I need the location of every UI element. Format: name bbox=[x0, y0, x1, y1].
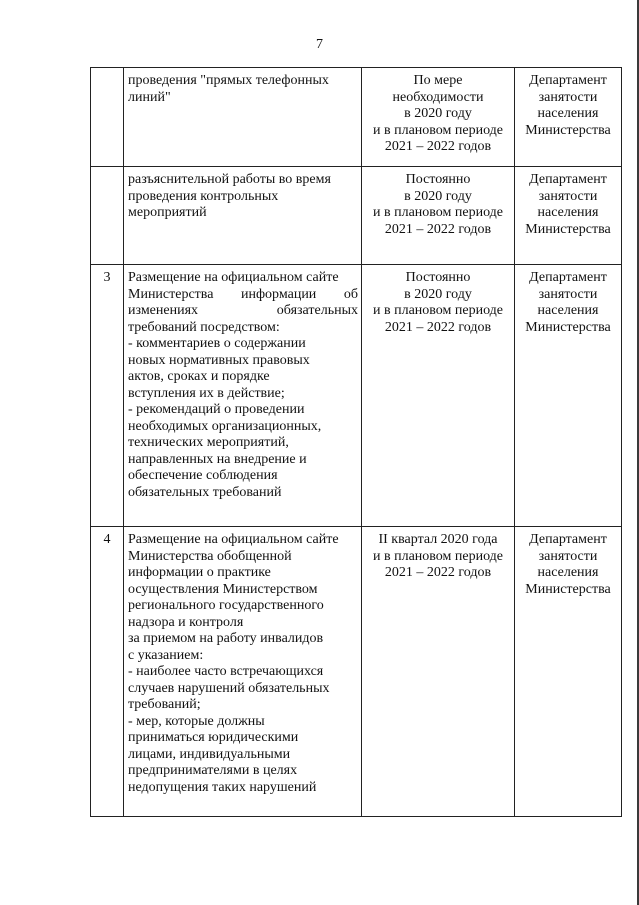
executor-line: Департамент bbox=[529, 172, 607, 187]
description-line: за приемом на работу инвалидов bbox=[128, 631, 324, 646]
description-line: - комментариев о содержании bbox=[128, 336, 306, 351]
table-row bbox=[91, 68, 622, 167]
executor-line: Министерства bbox=[525, 221, 611, 237]
table-row bbox=[91, 167, 622, 265]
measure-description bbox=[124, 265, 362, 527]
description-line: недопущения таких нарушений bbox=[128, 779, 317, 795]
executor-line: Департамент bbox=[529, 532, 607, 547]
term-line: 2021 – 2022 годов bbox=[384, 319, 492, 335]
term-line: 2021 – 2022 годов bbox=[384, 139, 492, 154]
description-line: изменениях обязательных bbox=[128, 303, 358, 318]
row-number bbox=[91, 68, 124, 167]
measure-description bbox=[124, 167, 362, 265]
executor-line: Министерства bbox=[525, 122, 611, 138]
executor-line: населения bbox=[537, 106, 599, 121]
term-line: По мере bbox=[413, 73, 463, 88]
term-line: и в плановом периоде bbox=[372, 122, 504, 138]
description-line: требований; bbox=[128, 697, 201, 712]
description-line: осуществления Министерством bbox=[128, 581, 318, 597]
measure-executor bbox=[515, 527, 622, 817]
description-line: регионального государственного bbox=[128, 598, 324, 613]
term-line: необходимости bbox=[392, 89, 484, 105]
measure-term bbox=[362, 167, 515, 265]
description-line: проведения контрольных bbox=[128, 188, 279, 204]
description-line: обеспечение соблюдения bbox=[128, 468, 278, 483]
term-line: 2021 – 2022 годов bbox=[384, 565, 492, 580]
description-line: приниматься юридическими bbox=[128, 730, 299, 745]
term-line: в 2020 году bbox=[404, 106, 472, 121]
description-line: с указанием: bbox=[128, 647, 204, 663]
measures-table-body bbox=[91, 68, 622, 817]
description-line: проведения "прямых телефонных bbox=[128, 73, 329, 88]
executor-line: занятости bbox=[538, 286, 598, 302]
page-number: 7 bbox=[316, 37, 323, 52]
measure-executor bbox=[515, 265, 622, 527]
term-line: и в плановом периоде bbox=[372, 205, 504, 220]
measure-description bbox=[124, 527, 362, 817]
executor-line: занятости bbox=[538, 188, 598, 204]
description-line: предпринимателями в целях bbox=[128, 763, 298, 778]
description-line: мероприятий bbox=[128, 205, 207, 220]
term-line: 2021 – 2022 годов bbox=[384, 221, 492, 237]
description-line: информации о практике bbox=[128, 565, 271, 580]
measures-table bbox=[90, 67, 622, 817]
term-line: и в плановом периоде bbox=[372, 303, 504, 318]
description-line: случаев нарушений обязательных bbox=[128, 680, 330, 696]
term-line: Постоянно bbox=[405, 172, 471, 187]
measure-term bbox=[362, 265, 515, 527]
measure-executor bbox=[515, 167, 622, 265]
measure-executor bbox=[515, 68, 622, 167]
measure-term bbox=[362, 68, 515, 167]
measure-term bbox=[362, 527, 515, 817]
description-line: технических мероприятий, bbox=[128, 435, 289, 450]
description-line: - мер, которые должны bbox=[128, 713, 265, 729]
executor-line: населения bbox=[537, 303, 599, 318]
table-row bbox=[91, 527, 622, 817]
description-line: надзора и контроля bbox=[128, 614, 244, 630]
description-line: обязательных требований bbox=[128, 484, 282, 500]
row-number: 4 bbox=[91, 527, 124, 817]
executor-line: Департамент bbox=[529, 73, 607, 88]
term-line: в 2020 году bbox=[404, 188, 472, 204]
executor-line: Министерства bbox=[525, 319, 611, 335]
description-line: - рекомендаций о проведении bbox=[128, 402, 305, 417]
description-line: требований посредством: bbox=[128, 319, 280, 335]
executor-line: населения bbox=[537, 205, 599, 220]
description-line: необходимых организационных, bbox=[128, 418, 322, 434]
description-line: Размещение на официальном сайте bbox=[128, 270, 339, 285]
description-line: - наиболее часто встречающихся bbox=[128, 664, 324, 679]
description-line: Министерства обобщенной bbox=[128, 548, 292, 564]
table-row bbox=[91, 265, 622, 527]
description-line: лицами, индивидуальными bbox=[128, 746, 291, 762]
description-line: актов, сроках и порядке bbox=[128, 369, 270, 384]
term-line: и в плановом периоде bbox=[372, 548, 504, 564]
executor-line: Министерства bbox=[525, 581, 611, 597]
executor-line: занятости bbox=[538, 548, 598, 564]
term-line: Постоянно bbox=[405, 270, 471, 285]
term-line: II квартал 2020 года bbox=[378, 532, 498, 547]
measure-description bbox=[124, 68, 362, 167]
description-line: Размещение на официальном сайте bbox=[128, 532, 339, 547]
executor-line: населения bbox=[537, 565, 599, 580]
description-line: направленных на внедрение и bbox=[128, 451, 307, 467]
description-line: Министерства информации об bbox=[128, 286, 358, 302]
term-line: в 2020 году bbox=[404, 286, 472, 302]
row-number bbox=[91, 167, 124, 265]
executor-line: занятости bbox=[538, 89, 598, 105]
row-number: 3 bbox=[91, 265, 124, 527]
description-line: вступления их в действие; bbox=[128, 385, 285, 401]
description-line: линий" bbox=[128, 89, 171, 105]
description-line: новых нормативных правовых bbox=[128, 352, 310, 368]
description-line: разъяснительной работы во время bbox=[128, 172, 331, 187]
executor-line: Департамент bbox=[529, 270, 607, 285]
